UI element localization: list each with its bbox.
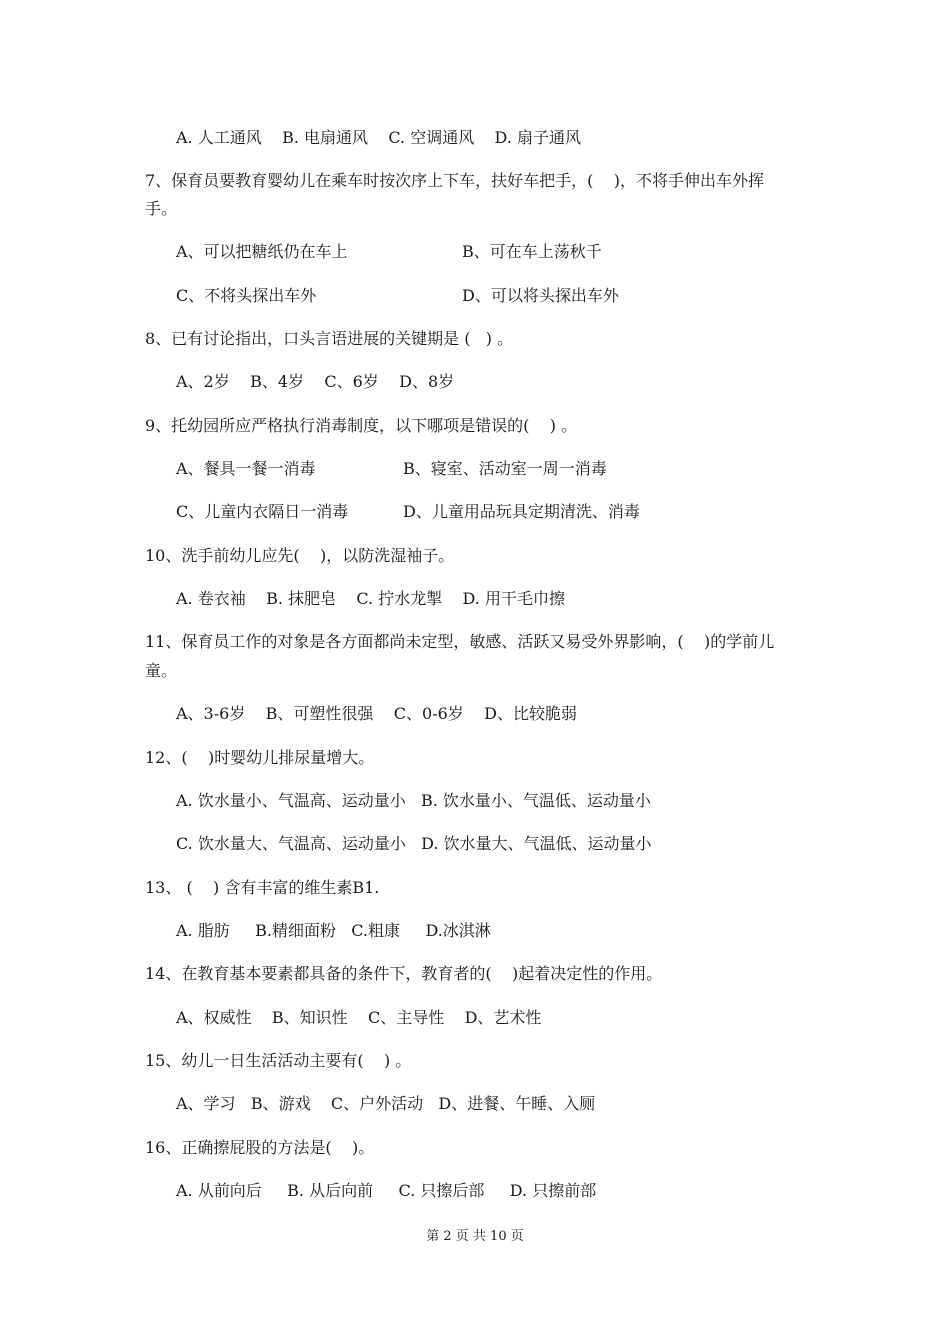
q12-options-ab: A. 饮水量小、气温高、运动量小 B. 饮水量小、气温低、运动量小: [176, 791, 651, 810]
q16-stem: 16、正确擦屁股的方法是( )。: [145, 1138, 375, 1157]
q13-stem: 13、 ( ) 含有丰富的维生素B1.: [145, 878, 380, 897]
q7-option-c: C、不将头探出车外: [176, 286, 317, 305]
q9-stem: 9、托幼园所应严格执行消毒制度，以下哪项是错误的( ) 。: [145, 416, 578, 435]
q8-options: A、2岁 B、4岁 C、6岁 D、8岁: [176, 372, 455, 391]
q9-option-d: D、儿童用品玩具定期清洗、消毒: [403, 502, 640, 521]
q12-stem: 12、( )时婴幼儿排尿量增大。: [145, 748, 375, 767]
q16-options: A. 从前向后 B. 从后向前 C. 只擦后部 D. 只擦前部: [176, 1181, 597, 1200]
q7-stem: 7、保育员要教育婴幼儿在乘车时按次序上下车，扶好车把手，( )，不将手伸出车外挥: [145, 171, 765, 190]
q11-options: A、3-6岁 B、可塑性很强 C、0-6岁 D、比较脆弱: [176, 704, 577, 723]
q7-option-a: A、可以把糖纸仍在车上: [176, 242, 348, 261]
q13-options: A. 脂肪 B.精细面粉 C.粗康 D.冰淇淋: [176, 921, 491, 940]
q15-stem: 15、幼儿一日生活活动主要有( ) 。: [145, 1051, 412, 1070]
q8-stem: 8、已有讨论指出，口头言语进展的关键期是 ( ) 。: [145, 329, 514, 348]
q11-stem-cont: 童。: [145, 661, 178, 680]
q7-stem-cont: 手。: [145, 199, 178, 218]
q10-options: A. 卷衣袖 B. 抹肥皂 C. 拧水龙掣 D. 用干毛巾擦: [176, 589, 565, 608]
q12-options-cd: C. 饮水量大、气温高、运动量小 D. 饮水量大、气温低、运动量小: [176, 834, 652, 853]
q15-options: A、学习 B、游戏 C、户外活动 D、进餐、午睡、入厕: [176, 1094, 596, 1113]
q7-option-d: D、可以将头探出车外: [462, 286, 619, 305]
q9-option-a: A、餐具一餐一消毒: [176, 459, 316, 478]
page-number-footer: 第 2 页 共 10 页: [426, 1229, 524, 1244]
q11-stem: 11、保育员工作的对象是各方面都尚未定型，敏感、活跃又易受外界影响，( )的学前儿: [145, 632, 775, 651]
q9-option-b: B、寝室、活动室一周一消毒: [403, 459, 607, 478]
q14-stem: 14、在教育基本要素都具备的条件下，教育者的( )起着决定性的作用。: [145, 964, 663, 983]
q6-options: A. 人工通风 B. 电扇通风 C. 空调通风 D. 扇子通风: [176, 128, 581, 147]
q9-option-c: C、儿童内衣隔日一消毒: [176, 502, 349, 521]
q10-stem: 10、洗手前幼儿应先( )，以防洗湿袖子。: [145, 546, 455, 565]
q7-option-b: B、可在车上荡秋千: [462, 242, 602, 261]
q14-options: A、权威性 B、知识性 C、主导性 D、艺术性: [176, 1008, 542, 1027]
